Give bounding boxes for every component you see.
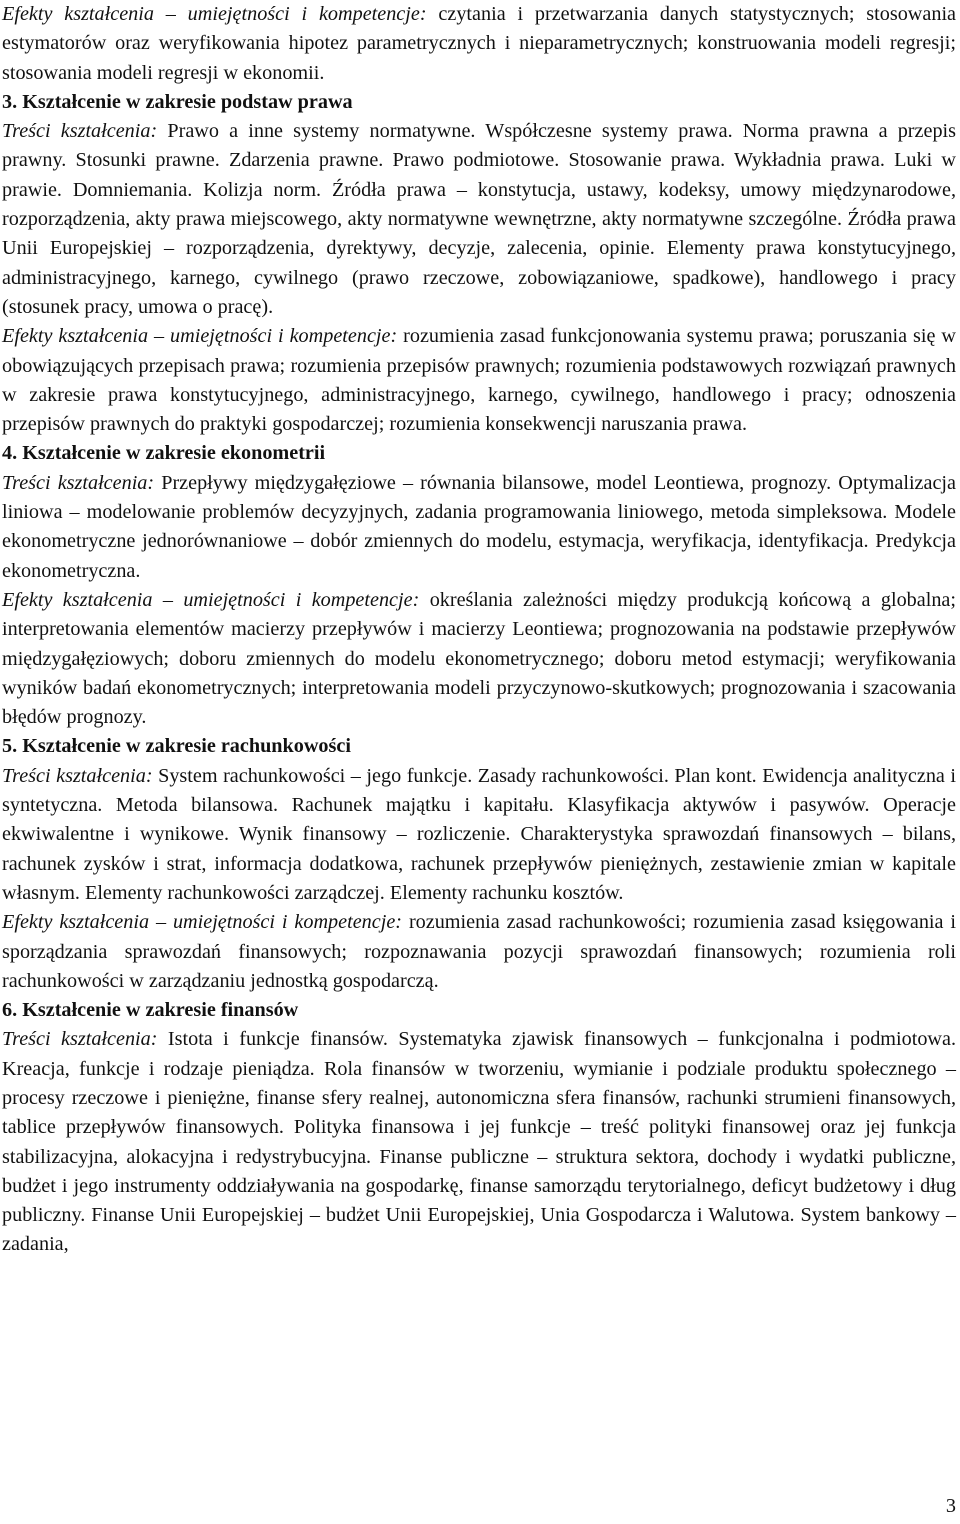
effects-label: Efekty kształcenia – umiejętności i kompetencje: xyxy=(2,325,398,348)
econometrics-effects-text: określania zależności między produkcją końcową a globalna; interpretowania elementów macierzy przepływów i macierzy Leontiewa; prognozowania na podstawie przepływów międzygałęziowych; doboru zmiennych do modelu ekonometrycznego; doboru metod estymacji; weryfikowania wyników badań ekonometrycznych; interpretowania modeli przyczynowo-skutkowych; prognozowania i szacowania błędów prognozy. xyxy=(2,588,957,729)
accounting-effects-text: rozumienia zasad rachunkowości; rozumienia zasad księgowania i sporządzania sprawozdań finansowych; rozpoznawania pozycji sprawozdań finansowych; rozumienia roli rachunkowości w zarządzaniu jednostką gospodarczą. xyxy=(2,911,957,992)
section-heading-accounting: 5. Kształcenie w zakresie rachunkowości xyxy=(2,735,351,758)
section-heading-finance: 6. Kształcenie w zakresie finansów xyxy=(2,999,299,1022)
finance-content-paragraph xyxy=(2,1025,956,1259)
accounting-effects-paragraph xyxy=(2,908,956,996)
page-number: 3 xyxy=(945,1495,956,1517)
content-label: Treści kształcenia: xyxy=(2,764,153,787)
content-label: Treści kształcenia: xyxy=(2,1028,158,1051)
econometrics-effects-paragraph xyxy=(2,586,956,732)
section-heading-law: 3. Kształcenie w zakresie podstaw prawa xyxy=(2,90,353,113)
document-page xyxy=(2,0,956,1260)
effects-label: Efekty kształcenia – umiejętności i kompetencje: xyxy=(2,911,403,934)
law-content-text: Prawo a inne systemy normatywne. Współczesne systemy prawa. Norma prawna a przepis prawny. Stosunki prawne. Zdarzenia prawne. Prawo podmiotowe. Stosowanie prawa. Wykładnia prawa. Luki w prawie. Domniemania. Kolizja norm. Źródła prawa – konstytucja, ustawy, kodeksy, umowy międzynarodowe, rozporządzenia, akty prawa miejscowego, akty normatywne wewnętrzne, akty normatywne szczególne. Źródła prawa Unii Europejskiej – rozporządzenia, dyrektywy, decyzje, zalecenia, opinie. Elementy prawa konstytucyjnego, administracyjnego, karnego, cywilnego (prawo rzeczowe, zobowiązaniowe, spadkowe), handlowego i pracy (stosunek pracy, umowa o pracę). xyxy=(2,120,956,318)
accounting-content-text: System rachunkowości – jego funkcje. Zasady rachunkowości. Plan kont. Ewidencja analityczna i syntetyczna. Metoda bilansowa. Rachunek majątku i kapitału. Klasyfikacja aktywów i pasywów. Operacje ekwiwalentne i wynikowe. Wynik finansowy – rozliczenie. Charakterystyka sprawozdań finansowych – bilans, rachunek zysków i strat, informacja dodatkowa, rachunek przepływów pieniężnych, zestawienie zmian w kapitale własnym. Elementy rachunkowości zarządczej. Elementy rachunku kosztów. xyxy=(2,764,957,904)
content-label: Treści kształcenia: xyxy=(2,471,155,494)
law-effects-text: rozumienia zasad funkcjonowania systemu prawa; poruszania się w obowiązujących przepisach prawa; rozumienia przepisów prawnych; rozumienia podstawowych rozwiązań prawnych w zakresie prawa konstytucyjnego, administracyjnego, karnego, cywilnego, handlowego i pracy; odnoszenia przepisów prawnych do praktyki gospodarczej; rozumienia konsekwencji naruszania prawa. xyxy=(2,325,957,436)
accounting-content-paragraph xyxy=(2,762,956,908)
intro-effects-paragraph xyxy=(2,0,956,88)
effects-label: Efekty kształcenia – umiejętności i kompetencje: xyxy=(2,588,420,611)
finance-content-text: Istota i funkcje finansów. Systematyka zjawisk finansowych – funkcjonalna i podmiotowa. Kreacja, funkcje i rodzaje pieniądza. Rola finansów w tworzeniu, wymianie i podziale produktu społecznego – procesy rzeczowe i pieniężne, finanse sfery realnej, autonomiczna sfera finansów, rachunki strumieni finansowych, tablice przepływów finansowych. Polityka finansowa i jej funkcje – treść polityki finansowej oraz jej funkcja stabilizacyjna, alokacyjna i redystrybucyjna. Finanse publiczne – struktura sektora, dochody i wydatki publiczne, budżet i jego instrumenty oddziaływania na gospodarkę, finanse samorządu terytorialnego, deficyt budżetowy i dług publiczny. Finanse Unii Europejskiej – budżet Unii Europejskiej, Unia Gospodarcza i Walutowa. System bankowy – zadania, xyxy=(2,1028,956,1256)
econometrics-content-paragraph xyxy=(2,469,956,586)
content-label: Treści kształcenia: xyxy=(2,120,158,143)
law-effects-paragraph xyxy=(2,322,956,439)
section-heading-econometrics: 4. Kształcenie w zakresie ekonometrii xyxy=(2,442,326,465)
intro-effects-text: czytania i przetwarzania danych statystycznych; stosowania estymatorów oraz weryfikowania hipotez parametrycznych i nieparametrycznych; konstruowania modeli regresji; stosowania modeli regresji w ekonomii. xyxy=(2,3,957,84)
effects-label: Efekty kształcenia – umiejętności i kompetencje: xyxy=(2,3,427,25)
law-content-paragraph xyxy=(2,117,956,322)
econometrics-content-text: Przepływy międzygałęziowe – równania bilansowe, model Leontiewa, prognozy. Optymalizacja liniowa – modelowanie problemów decyzyjnych, zadania programowania liniowego, metoda simpleksowa. Modele ekonometryczne jednorównaniowe – dobór zmiennych do modelu, estymacja, weryfikacja, identyfikacja. Predykcja ekonometryczna. xyxy=(2,471,957,582)
